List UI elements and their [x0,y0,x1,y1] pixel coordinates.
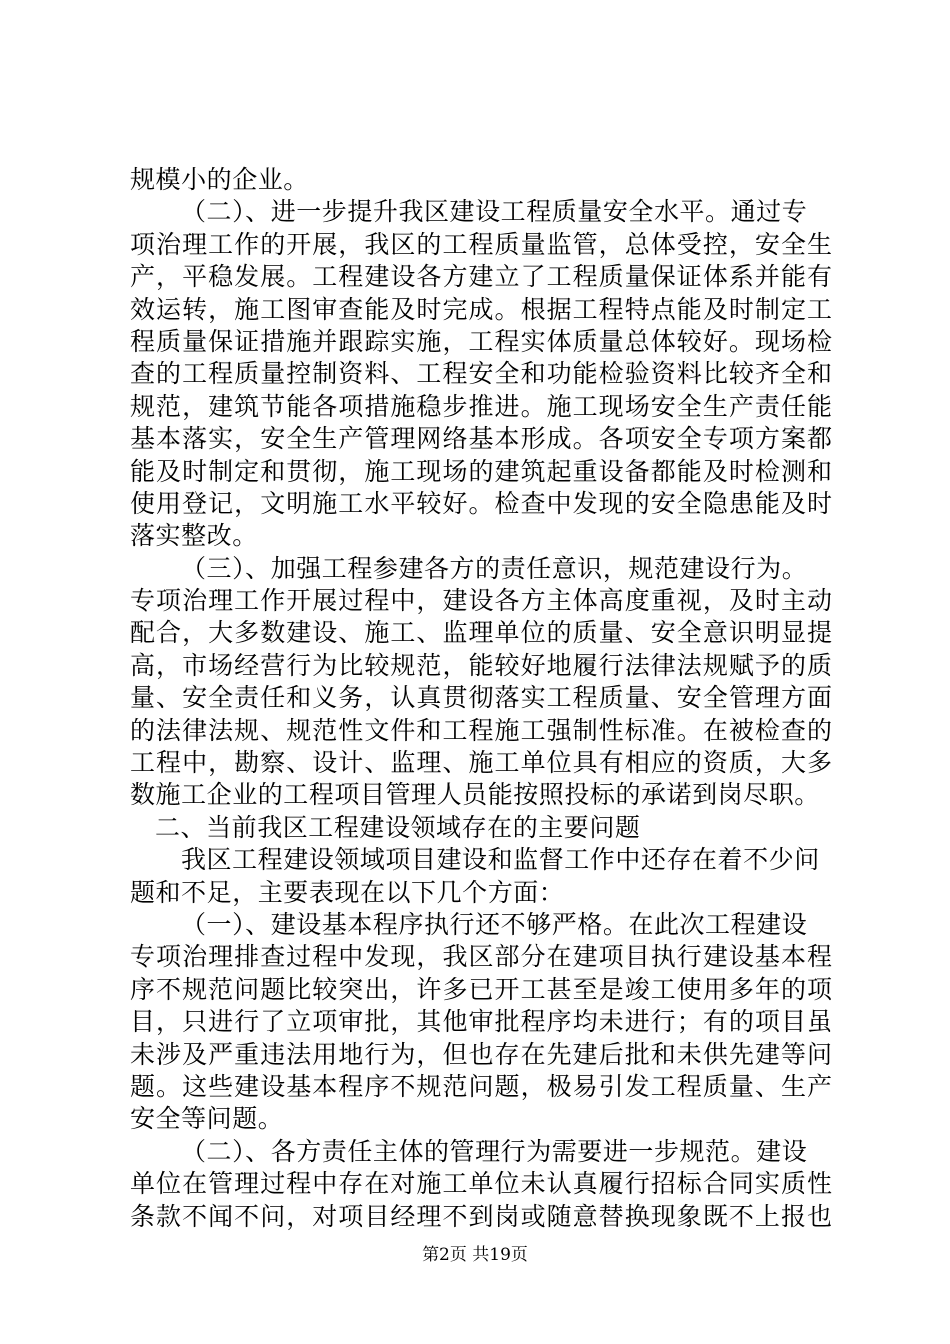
text-line: 能及时制定和贯彻，施工现场的建筑起重设备都能及时检测和 [130,456,832,486]
section-heading: 二、当前我区工程建设领域存在的主要问题 [155,812,641,842]
document-body [130,164,832,1233]
text-line: 我区工程建设领域项目建设和监督工作中还存在着不少问 [181,845,820,875]
text-line: 安全等问题。 [130,1104,284,1134]
paragraph-heading-line: （一）、建设基本程序执行还不够严格。在此次工程建设 [181,909,808,939]
text-line: 查的工程质量控制资料、工程安全和功能检验资料比较齐全和 [130,359,832,389]
text-line: 专项治理工作开展过程中，建设各方主体高度重视，及时主动 [130,586,832,616]
paragraph-heading-line: （二）、各方责任主体的管理行为需要进一步规范。建设 [181,1136,808,1166]
text-line: 量、安全责任和义务，认真贯彻落实工程质量、安全管理方面 [130,683,832,713]
text-line: 题。这些建设基本程序不规范问题，极易引发工程质量、生产 [130,1071,832,1101]
paragraph-heading-line: （二）、进一步提升我区建设工程质量安全水平。通过专 [181,197,808,227]
text-line: 高，市场经营行为比较规范，能较好地履行法律法规赋予的质 [130,650,832,680]
text-line: 专项治理排查过程中发现，我区部分在建项目执行建设基本程 [130,942,832,972]
text-line: 的法律法规、规范性文件和工程施工强制性标准。在被检查的 [130,715,832,745]
text-line: 工程中，勘察、设计、监理、施工单位具有相应的资质，大多 [130,748,832,778]
text-line: 未涉及严重违法用地行为，但也存在先建后批和未供先建等问 [130,1039,832,1069]
text-line: 规范，建筑节能各项措施稳步推进。施工现场安全生产责任能 [130,391,832,421]
page-number-footer: 第2页 共19页 [422,1245,528,1265]
text-line: 落实整改。 [130,521,258,551]
text-line: 数施工企业的工程项目管理人员能按照投标的承诺到岗尽职。 [130,780,820,810]
text-line: 使用登记，文明施工水平较好。检查中发现的安全隐患能及时 [130,488,832,518]
text-line: 基本落实，安全生产管理网络基本形成。各项安全专项方案都 [130,424,832,454]
text-line: 项治理工作的开展，我区的工程质量监管，总体受控，安全生 [130,229,832,259]
text-line: 效运转，施工图审查能及时完成。根据工程特点能及时制定工 [130,294,832,324]
text-line: 单位在管理过程中存在对施工单位未认真履行招标合同实质性 [130,1169,832,1199]
text-line: 序不规范问题比较突出，许多已开工甚至是竣工使用多年的项 [130,974,832,1004]
text-line: 规模小的企业。 [130,165,309,194]
text-line: 产，平稳发展。工程建设各方建立了工程质量保证体系并能有 [130,262,832,292]
text-line: 目，只进行了立项审批，其他审批程序均未进行；有的项目虽 [130,1007,832,1037]
paragraph-heading-line: （三）、加强工程参建各方的责任意识，规范建设行为。 [181,553,808,583]
text-line: 配合，大多数建设、施工、监理单位的质量、安全意识明显提 [130,618,832,648]
text-line: 程质量保证措施并跟踪实施，工程实体质量总体较好。现场检 [130,326,832,356]
text-line: 题和不足，主要表现在以下几个方面： [130,877,565,907]
text-line: 条款不闻不问，对项目经理不到岗或随意替换现象既不上报也 [130,1201,832,1231]
